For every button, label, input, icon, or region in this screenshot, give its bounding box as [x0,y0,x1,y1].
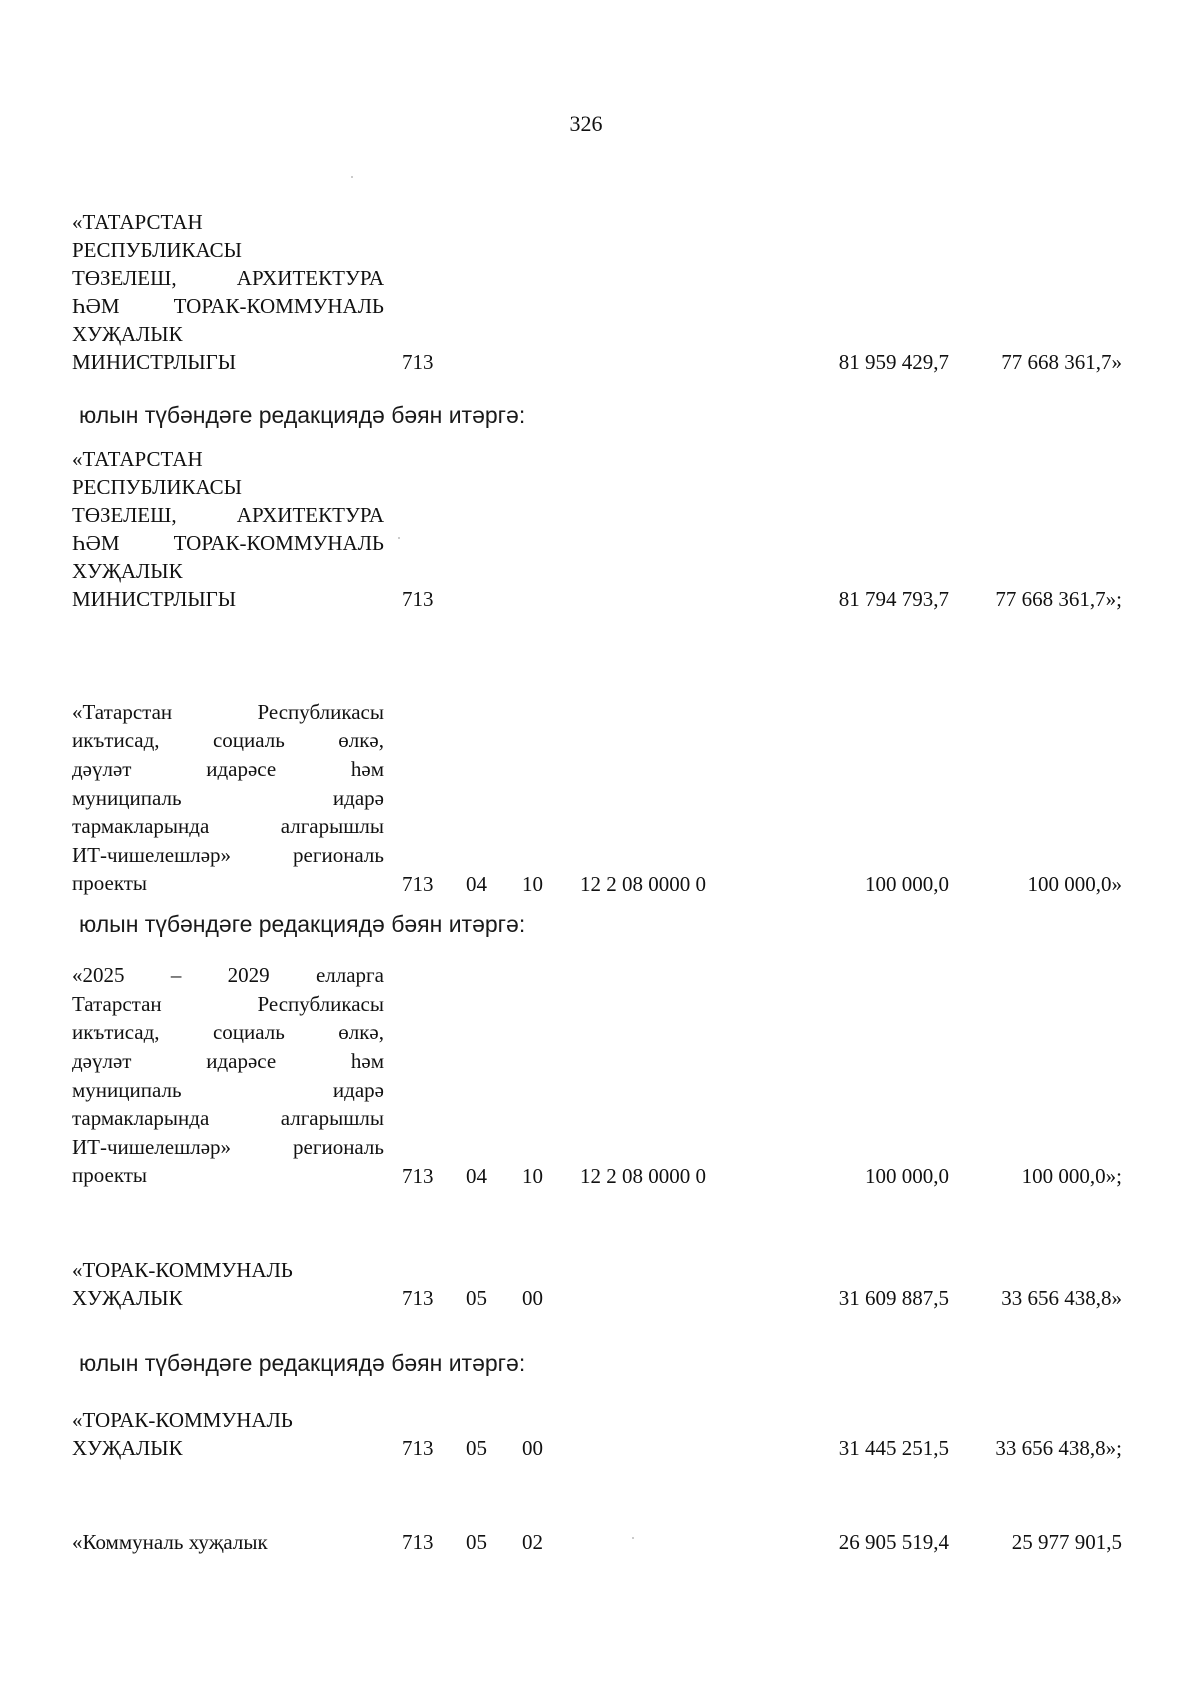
subsection-code: 10 [522,872,543,896]
subsection-code: 02 [522,1530,543,1554]
entry-name [72,698,384,898]
amount-year2: 33 656 438,8»; [995,1436,1122,1460]
ved-code: 713 [402,872,434,896]
entry-name-line: РЕСПУБЛИКАСЫ [72,238,242,262]
entry-name [72,208,384,376]
entry-name-line: «ТАТАРСТАН [72,210,203,234]
entry-name-line: ХУҖАЛЫК [72,322,183,346]
entry-name-line: ХУҖАЛЫК [72,1286,183,1310]
entry-name [72,1406,384,1462]
entry-name-line: МИНИСТРЛЫГЫ [72,350,237,374]
entry-name-line: ТӨЗЕЛЕШ, АРХИТЕКТУРА [72,503,384,527]
entry-name-line: «Коммуналь хуҗалык [72,1530,268,1554]
section-code: 04 [466,872,487,896]
entry-name-line: икътисад, социаль өлкә, [72,728,384,753]
entry-name-line: ИТ-чишелешләр» региональ [72,1134,384,1159]
amount-year1: 100 000,0 [865,872,949,896]
entry-name-line: ХУҖАЛЫК [72,559,183,583]
section-code: 05 [466,1530,487,1554]
entry-name-line: икътисад, социаль өлкә, [72,1020,384,1045]
amount-year2: 100 000,0» [1027,872,1122,896]
entry-name-line: проекты [72,1163,148,1188]
ved-code: 713 [402,1436,434,1460]
amount-year2: 77 668 361,7» [1001,350,1122,374]
subsection-code: 10 [522,1164,543,1188]
page-number: 326 [569,111,603,136]
scan-speck [632,1537,634,1539]
entry-name-line: дәүләт идарәсе һәм [72,757,384,782]
entry-name [72,1256,384,1312]
entry-name-line: муниципаль идарә [72,785,384,810]
ved-code: 713 [402,1530,434,1554]
subsection-code: 00 [522,1286,543,1310]
entry-name [72,961,384,1190]
scan-speck [398,537,400,539]
amendment-instruction: юлын түбәндәге редакциядә бәян итәргә: [79,911,526,937]
entry-name-line: проекты [72,871,148,896]
amount-year2: 33 656 438,8» [1001,1286,1122,1310]
amendment-instruction: юлын түбәндәге редакциядә бәян итәргә: [79,402,526,428]
amount-year2: 77 668 361,7»; [995,587,1122,611]
amount-year1: 26 905 519,4 [838,1530,949,1554]
ved-code: 713 [402,350,434,374]
ved-code: 713 [402,1286,434,1310]
ved-code: 713 [402,587,434,611]
amount-year1: 81 794 793,7 [838,587,949,611]
entry-name-line: ХУҖАЛЫК [72,1436,183,1460]
entry-name-line: «ТАТАРСТАН [72,447,203,471]
section-code: 04 [466,1164,487,1188]
entry-name-line: ҺӘМ ТОРАК-КОММУНАЛЬ [72,294,384,318]
entry-name-line: дәүләт идарәсе һәм [72,1049,384,1074]
subsection-code: 00 [522,1436,543,1460]
target-item-code: 12 2 08 0000 0 [580,1164,706,1188]
amount-year2: 100 000,0»; [1021,1164,1122,1188]
amount-year1: 81 959 429,7 [838,350,949,374]
entry-name [72,1528,384,1556]
section-code: 05 [466,1436,487,1460]
entry-name-line: «ТОРАК-КОММУНАЛЬ [72,1258,293,1282]
amount-year1: 31 445 251,5 [838,1436,949,1460]
entry-name-line: ҺӘМ ТОРАК-КОММУНАЛЬ [72,531,384,555]
entry-name-line: «ТОРАК-КОММУНАЛЬ [72,1408,293,1432]
entry-name-line: ТӨЗЕЛЕШ, АРХИТЕКТУРА [72,266,384,290]
target-item-code: 12 2 08 0000 0 [580,872,706,896]
entry-name-line: тармакларында алгарышлы [72,1106,384,1131]
ved-code: 713 [402,1164,434,1188]
entry-name-line: «Татарстан Республикасы [72,699,384,724]
entry-name-line: РЕСПУБЛИКАСЫ [72,475,242,499]
amount-year1: 31 609 887,5 [838,1286,949,1310]
section-code: 05 [466,1286,487,1310]
entry-name-line: муниципаль идарә [72,1077,384,1102]
scan-speck [351,176,353,178]
entry-name-line: Татарстан Республикасы [72,991,384,1016]
entry-name-line: ИТ-чишелешләр» региональ [72,842,384,867]
entry-name [72,445,384,613]
amount-year2: 25 977 901,5 [1011,1530,1122,1554]
amendment-instruction: юлын түбәндәге редакциядә бәян итәргә: [79,1350,526,1376]
entry-name-line: тармакларында алгарышлы [72,814,384,839]
amount-year1: 100 000,0 [865,1164,949,1188]
entry-name-line: «2025 – 2029 елларга [72,963,384,988]
entry-name-line: МИНИСТРЛЫГЫ [72,587,237,611]
